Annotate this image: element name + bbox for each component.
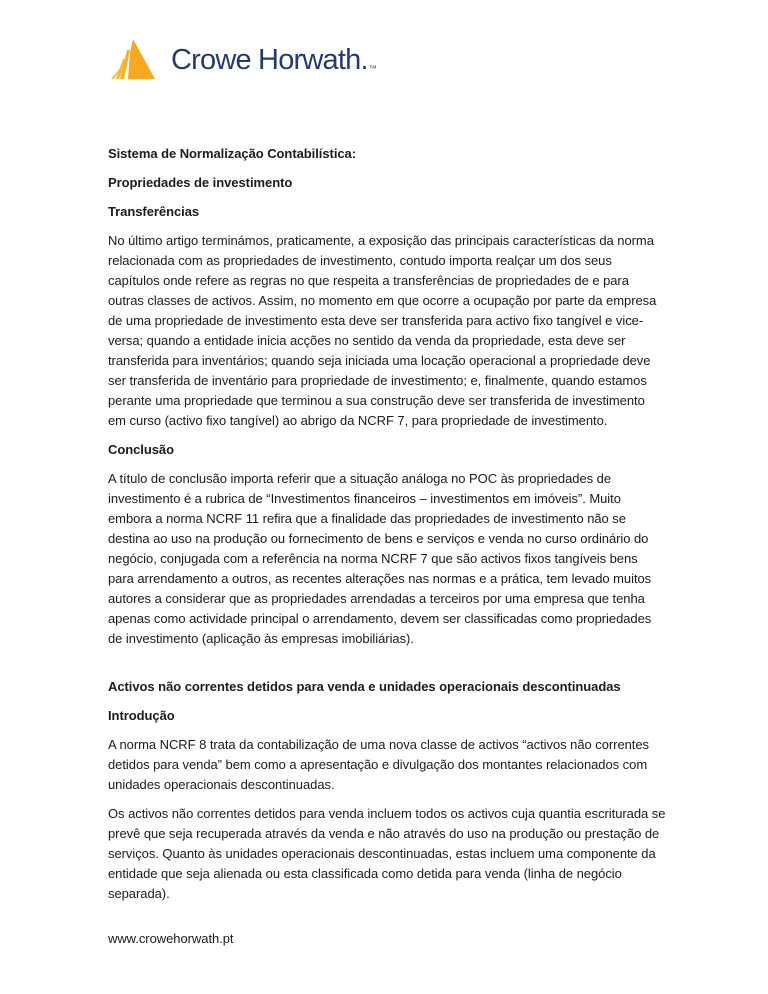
document-body [108, 144, 666, 946]
trademark-symbol: ™ [368, 64, 377, 73]
website-url: www.crowehorwath.pt [108, 931, 234, 946]
logo [110, 38, 377, 80]
section-heading-transferencias: Transferências [108, 204, 200, 219]
section-heading-introducao: Introdução [108, 708, 175, 723]
paragraph-conclusao: A título de conclusão importa referir que a situação análoga no POC às propriedades de investimento é a rubrica de “Investimentos financeiros – investimentos em imóveis”. Muito embora a norma NCRF 11 refira que a finalidade das propriedades de investimento não se destina ao uso na produção ou fornecimento de bens e serviços e venda no curso ordinário do negócio, conjugada com a referência na norma NCRF 7 que são activos fixos tangíveis bens para arrendamento a outros, as recentes alterações nas normas e a prática, tem levado muitos autores a considerar que as propriedades arrendadas a terceiros por uma empresa que tenha apenas como actividade principal o arrendamento, devem ser classificadas como propriedades de investimento (aplicação às empresas imobiliárias). [108, 471, 652, 646]
section-heading-conclusao: Conclusão [108, 442, 175, 457]
doc-title: Sistema de Normalização Contabilística: [108, 146, 357, 161]
section-heading-activos-nao-correntes: Activos não correntes detidos para venda e unidades operacionais descontinuadas [108, 679, 621, 694]
logo-wordmark: Crowe Horwath. [171, 44, 368, 76]
mountain-peak-icon [110, 38, 156, 80]
doc-subtitle: Propriedades de investimento [108, 175, 293, 190]
paragraph-activos-2: Os activos não correntes detidos para venda incluem todos os activos cuja quantia escriturada se prevê que seja recuperada através da venda e não através do uso na produção ou prestação de serviços. Quanto às unidades operacionais descontinuadas, estas incluem uma componente da entidade que seja alienada ou esta classificada como detida para venda (linha de negócio separada). [108, 806, 666, 901]
paragraph-transferencias: No último artigo terminámos, praticamente, a exposição das principais características da norma relacionada com as propriedades de investimento, contudo importa realçar um dos seus capítulos onde refere as regras no que respeita a transferências de propriedades de e para outras classes de activos. Assim, no momento em que ocorre a ocupação por parte da empresa de uma propriedade de investimento esta deve ser transferida para activo fixo tangível e vice-versa; quando a entidade inicia acções no sentido da venda da propriedade, esta deve ser transferida para inventários; quando seja iniciada uma locação operacional a propriedade deve ser transferida de inventário para propriedade de investimento; e, finalmente, quando estamos perante uma propriedade que terminou a sua construção deve ser transferida de investimento em curso (activo fixo tangível) ao abrigo da NCRF 7, para propriedade de investimento. [108, 233, 657, 428]
paragraph-activos-1: A norma NCRF 8 trata da contabilização de uma nova classe de activos “activos não correntes detidos para venda” bem como a apresentação e divulgação dos montantes relacionados com unidades operacionais descontinuadas. [108, 737, 650, 792]
